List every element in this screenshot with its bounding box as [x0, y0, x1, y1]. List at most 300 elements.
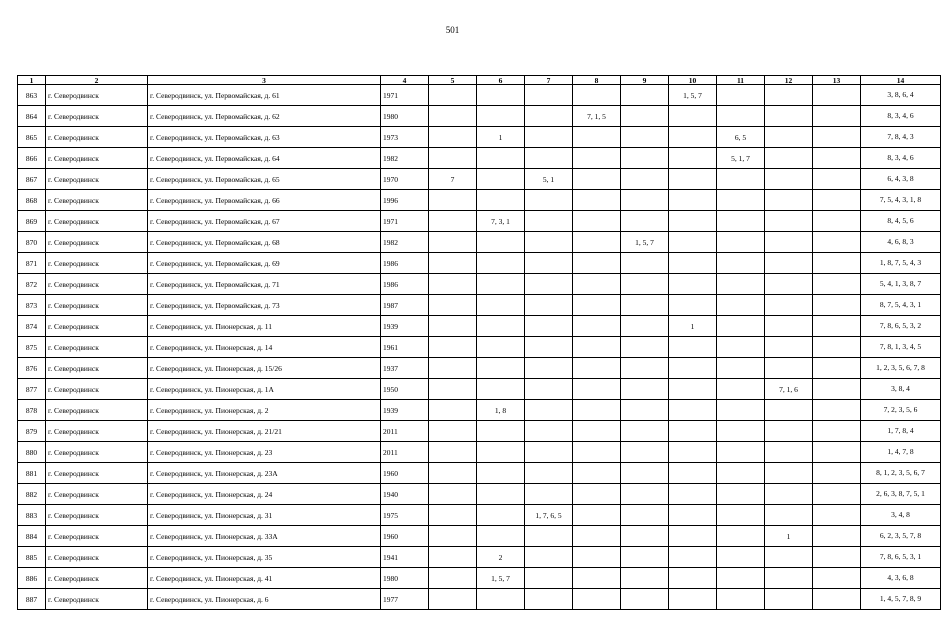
row-number-cell: 869 [18, 211, 46, 232]
cell-col-6: 1 [477, 127, 525, 148]
cell-col-10 [669, 421, 717, 442]
address-cell: г. Северодвинск, ул. Пионерская, д. 24 [148, 484, 381, 505]
cell-col-13 [813, 316, 861, 337]
city-cell: г. Северодвинск [46, 589, 148, 610]
table-row [18, 316, 941, 337]
cell-col-11 [717, 442, 765, 463]
cell-col-14: 6, 2, 3, 5, 7, 8 [861, 526, 941, 547]
cell-col-12 [765, 400, 813, 421]
row-number-cell: 865 [18, 127, 46, 148]
cell-col-10 [669, 169, 717, 190]
cell-col-7 [525, 274, 573, 295]
cell-col-11 [717, 526, 765, 547]
city-cell: г. Северодвинск [46, 148, 148, 169]
cell-col-13 [813, 484, 861, 505]
city-cell: г. Северодвинск [46, 526, 148, 547]
column-header-1: 1 [18, 76, 46, 85]
row-number-cell: 873 [18, 295, 46, 316]
cell-col-12 [765, 421, 813, 442]
cell-col-14: 7, 8, 6, 5, 3, 1 [861, 547, 941, 568]
cell-col-9 [621, 190, 669, 211]
address-cell: г. Северодвинск, ул. Первомайская, д. 73 [148, 295, 381, 316]
address-cell: г. Северодвинск, ул. Пионерская, д. 31 [148, 505, 381, 526]
cell-col-11 [717, 274, 765, 295]
city-cell: г. Северодвинск [46, 463, 148, 484]
year-cell: 1950 [381, 379, 429, 400]
cell-col-10 [669, 505, 717, 526]
cell-col-8 [573, 358, 621, 379]
address-cell: г. Северодвинск, ул. Пионерская, д. 11 [148, 316, 381, 337]
cell-col-13 [813, 526, 861, 547]
year-cell: 1939 [381, 316, 429, 337]
cell-col-12 [765, 85, 813, 106]
address-cell: г. Северодвинск, ул. Пионерская, д. 23А [148, 463, 381, 484]
cell-col-9 [621, 568, 669, 589]
cell-col-6 [477, 379, 525, 400]
cell-col-11 [717, 379, 765, 400]
cell-col-10 [669, 379, 717, 400]
cell-col-7: 5, 1 [525, 169, 573, 190]
cell-col-11: 5, 1, 7 [717, 148, 765, 169]
row-number-cell: 871 [18, 253, 46, 274]
address-cell: г. Северодвинск, ул. Пионерская, д. 23 [148, 442, 381, 463]
cell-col-6 [477, 526, 525, 547]
cell-col-12 [765, 442, 813, 463]
cell-col-9 [621, 295, 669, 316]
cell-col-8 [573, 127, 621, 148]
cell-col-8 [573, 169, 621, 190]
cell-col-8 [573, 568, 621, 589]
city-cell: г. Северодвинск [46, 400, 148, 421]
cell-col-10 [669, 589, 717, 610]
cell-col-8 [573, 232, 621, 253]
address-cell: г. Северодвинск, ул. Пионерская, д. 14 [148, 337, 381, 358]
city-cell: г. Северодвинск [46, 253, 148, 274]
column-header-12: 12 [765, 76, 813, 85]
cell-col-8 [573, 400, 621, 421]
row-number-cell: 875 [18, 337, 46, 358]
cell-col-9 [621, 274, 669, 295]
cell-col-11 [717, 337, 765, 358]
cell-col-12 [765, 106, 813, 127]
table-row [18, 211, 941, 232]
address-cell: г. Северодвинск, ул. Пионерская, д. 35 [148, 547, 381, 568]
address-cell: г. Северодвинск, ул. Пионерская, д. 1А [148, 379, 381, 400]
cell-col-5 [429, 274, 477, 295]
cell-col-5 [429, 463, 477, 484]
cell-col-8 [573, 442, 621, 463]
row-number-cell: 883 [18, 505, 46, 526]
cell-col-13 [813, 295, 861, 316]
cell-col-12 [765, 589, 813, 610]
cell-col-7 [525, 463, 573, 484]
cell-col-10 [669, 232, 717, 253]
cell-col-12 [765, 295, 813, 316]
cell-col-12 [765, 568, 813, 589]
column-header-10: 10 [669, 76, 717, 85]
row-number-cell: 876 [18, 358, 46, 379]
table-row [18, 463, 941, 484]
table-row [18, 148, 941, 169]
cell-col-14: 1, 7, 8, 4 [861, 421, 941, 442]
cell-col-7 [525, 379, 573, 400]
column-header-8: 8 [573, 76, 621, 85]
cell-col-9 [621, 463, 669, 484]
cell-col-14: 3, 8, 6, 4 [861, 85, 941, 106]
cell-col-7 [525, 106, 573, 127]
cell-col-7 [525, 589, 573, 610]
cell-col-14: 8, 3, 4, 6 [861, 148, 941, 169]
table-row [18, 85, 941, 106]
city-cell: г. Северодвинск [46, 568, 148, 589]
cell-col-10 [669, 148, 717, 169]
row-number-cell: 872 [18, 274, 46, 295]
city-cell: г. Северодвинск [46, 379, 148, 400]
table-row [18, 400, 941, 421]
row-number-cell: 866 [18, 148, 46, 169]
cell-col-11 [717, 316, 765, 337]
cell-col-10 [669, 358, 717, 379]
cell-col-14: 7, 2, 3, 5, 6 [861, 400, 941, 421]
year-cell: 1977 [381, 589, 429, 610]
cell-col-6 [477, 589, 525, 610]
year-cell: 1940 [381, 484, 429, 505]
cell-col-11 [717, 232, 765, 253]
cell-col-8 [573, 505, 621, 526]
cell-col-10 [669, 106, 717, 127]
cell-col-14: 8, 3, 4, 6 [861, 106, 941, 127]
table-row [18, 421, 941, 442]
cell-col-14: 7, 8, 4, 3 [861, 127, 941, 148]
cell-col-12 [765, 463, 813, 484]
year-cell: 1982 [381, 232, 429, 253]
column-header-13: 13 [813, 76, 861, 85]
cell-col-13 [813, 442, 861, 463]
table-row [18, 106, 941, 127]
cell-col-9 [621, 148, 669, 169]
year-cell: 1971 [381, 85, 429, 106]
cell-col-9 [621, 400, 669, 421]
cell-col-8 [573, 295, 621, 316]
city-cell: г. Северодвинск [46, 547, 148, 568]
cell-col-7 [525, 127, 573, 148]
cell-col-12 [765, 190, 813, 211]
year-cell: 1971 [381, 211, 429, 232]
year-cell: 1937 [381, 358, 429, 379]
cell-col-9 [621, 505, 669, 526]
cell-col-5 [429, 253, 477, 274]
table-row [18, 568, 941, 589]
cell-col-7 [525, 316, 573, 337]
cell-col-10: 1 [669, 316, 717, 337]
table-row [18, 505, 941, 526]
cell-col-12: 7, 1, 6 [765, 379, 813, 400]
cell-col-11 [717, 568, 765, 589]
row-number-cell: 886 [18, 568, 46, 589]
cell-col-12 [765, 232, 813, 253]
cell-col-6: 2 [477, 547, 525, 568]
cell-col-13 [813, 400, 861, 421]
table-row [18, 442, 941, 463]
cell-col-6 [477, 421, 525, 442]
cell-col-14: 7, 8, 1, 3, 4, 5 [861, 337, 941, 358]
cell-col-14: 3, 8, 4 [861, 379, 941, 400]
cell-col-6: 1, 8 [477, 400, 525, 421]
cell-col-14: 6, 4, 3, 8 [861, 169, 941, 190]
cell-col-7 [525, 232, 573, 253]
year-cell: 2011 [381, 442, 429, 463]
cell-col-11 [717, 484, 765, 505]
year-cell: 1960 [381, 463, 429, 484]
cell-col-6 [477, 148, 525, 169]
city-cell: г. Северодвинск [46, 85, 148, 106]
column-header-7: 7 [525, 76, 573, 85]
cell-col-6: 7, 3, 1 [477, 211, 525, 232]
cell-col-9 [621, 337, 669, 358]
cell-col-13 [813, 358, 861, 379]
cell-col-10 [669, 463, 717, 484]
cell-col-14: 8, 4, 5, 6 [861, 211, 941, 232]
column-header-6: 6 [477, 76, 525, 85]
cell-col-9 [621, 106, 669, 127]
cell-col-6 [477, 337, 525, 358]
address-cell: г. Северодвинск, ул. Первомайская, д. 64 [148, 148, 381, 169]
cell-col-10 [669, 253, 717, 274]
city-cell: г. Северодвинск [46, 211, 148, 232]
cell-col-8 [573, 526, 621, 547]
column-header-3: 3 [148, 76, 381, 85]
cell-col-9: 1, 5, 7 [621, 232, 669, 253]
address-cell: г. Северодвинск, ул. Первомайская, д. 67 [148, 211, 381, 232]
cell-col-9 [621, 127, 669, 148]
cell-col-6 [477, 169, 525, 190]
cell-col-11 [717, 547, 765, 568]
cell-col-13 [813, 85, 861, 106]
cell-col-8 [573, 547, 621, 568]
cell-col-7 [525, 400, 573, 421]
cell-col-8 [573, 337, 621, 358]
cell-col-9 [621, 379, 669, 400]
cell-col-12 [765, 484, 813, 505]
cell-col-10 [669, 484, 717, 505]
cell-col-11 [717, 190, 765, 211]
cell-col-7 [525, 148, 573, 169]
cell-col-9 [621, 253, 669, 274]
cell-col-12 [765, 547, 813, 568]
address-cell: г. Северодвинск, ул. Первомайская, д. 62 [148, 106, 381, 127]
year-cell: 1996 [381, 190, 429, 211]
cell-col-13 [813, 169, 861, 190]
cell-col-13 [813, 211, 861, 232]
column-header-4: 4 [381, 76, 429, 85]
cell-col-9 [621, 589, 669, 610]
cell-col-6 [477, 190, 525, 211]
year-cell: 1973 [381, 127, 429, 148]
table-row [18, 190, 941, 211]
cell-col-6 [477, 253, 525, 274]
cell-col-7 [525, 211, 573, 232]
table-row [18, 379, 941, 400]
cell-col-14: 5, 4, 1, 3, 8, 7 [861, 274, 941, 295]
row-number-cell: 882 [18, 484, 46, 505]
cell-col-8: 7, 1, 5 [573, 106, 621, 127]
cell-col-12 [765, 211, 813, 232]
cell-col-14: 4, 3, 6, 8 [861, 568, 941, 589]
cell-col-13 [813, 337, 861, 358]
row-number-cell: 884 [18, 526, 46, 547]
year-cell: 1980 [381, 106, 429, 127]
cell-col-14: 2, 6, 3, 8, 7, 5, 1 [861, 484, 941, 505]
cell-col-14: 7, 8, 6, 5, 3, 2 [861, 316, 941, 337]
table-row [18, 484, 941, 505]
cell-col-13 [813, 463, 861, 484]
cell-col-12 [765, 358, 813, 379]
address-cell: г. Северодвинск, ул. Пионерская, д. 33А [148, 526, 381, 547]
table-row [18, 127, 941, 148]
address-cell: г. Северодвинск, ул. Первомайская, д. 69 [148, 253, 381, 274]
cell-col-10 [669, 190, 717, 211]
cell-col-13 [813, 148, 861, 169]
cell-col-5 [429, 505, 477, 526]
city-cell: г. Северодвинск [46, 127, 148, 148]
cell-col-8 [573, 85, 621, 106]
row-number-cell: 879 [18, 421, 46, 442]
cell-col-11 [717, 211, 765, 232]
cell-col-9 [621, 484, 669, 505]
cell-col-8 [573, 190, 621, 211]
year-cell: 1986 [381, 253, 429, 274]
cell-col-7 [525, 484, 573, 505]
city-cell: г. Северодвинск [46, 232, 148, 253]
table-row [18, 253, 941, 274]
cell-col-7 [525, 526, 573, 547]
cell-col-9 [621, 442, 669, 463]
column-header-14: 14 [861, 76, 941, 85]
column-header-2: 2 [46, 76, 148, 85]
cell-col-11 [717, 85, 765, 106]
cell-col-13 [813, 190, 861, 211]
cell-col-7 [525, 421, 573, 442]
cell-col-11 [717, 589, 765, 610]
cell-col-13 [813, 274, 861, 295]
address-cell: г. Северодвинск, ул. Первомайская, д. 71 [148, 274, 381, 295]
cell-col-7 [525, 190, 573, 211]
cell-col-11 [717, 505, 765, 526]
table-body [18, 85, 941, 610]
housing-registry-table [17, 75, 941, 610]
cell-col-13 [813, 568, 861, 589]
cell-col-5 [429, 400, 477, 421]
cell-col-8 [573, 316, 621, 337]
cell-col-13 [813, 421, 861, 442]
cell-col-10 [669, 337, 717, 358]
cell-col-9 [621, 85, 669, 106]
cell-col-12 [765, 148, 813, 169]
cell-col-8 [573, 484, 621, 505]
cell-col-8 [573, 253, 621, 274]
cell-col-5 [429, 316, 477, 337]
city-cell: г. Северодвинск [46, 169, 148, 190]
row-number-cell: 878 [18, 400, 46, 421]
cell-col-14: 1, 8, 7, 5, 4, 3 [861, 253, 941, 274]
cell-col-5 [429, 85, 477, 106]
year-cell: 1939 [381, 400, 429, 421]
row-number-cell: 877 [18, 379, 46, 400]
cell-col-5 [429, 190, 477, 211]
cell-col-5: 7 [429, 169, 477, 190]
cell-col-14: 7, 5, 4, 3, 1, 8 [861, 190, 941, 211]
year-cell: 1980 [381, 568, 429, 589]
row-number-cell: 881 [18, 463, 46, 484]
table-row [18, 232, 941, 253]
city-cell: г. Северодвинск [46, 295, 148, 316]
cell-col-10 [669, 547, 717, 568]
cell-col-5 [429, 589, 477, 610]
city-cell: г. Северодвинск [46, 442, 148, 463]
cell-col-5 [429, 232, 477, 253]
cell-col-9 [621, 211, 669, 232]
cell-col-14: 4, 6, 8, 3 [861, 232, 941, 253]
cell-col-10 [669, 526, 717, 547]
address-cell: г. Северодвинск, ул. Первомайская, д. 66 [148, 190, 381, 211]
row-number-cell: 870 [18, 232, 46, 253]
cell-col-9 [621, 526, 669, 547]
city-cell: г. Северодвинск [46, 316, 148, 337]
cell-col-14: 1, 2, 3, 5, 6, 7, 8 [861, 358, 941, 379]
cell-col-6 [477, 505, 525, 526]
address-cell: г. Северодвинск, ул. Пионерская, д. 41 [148, 568, 381, 589]
cell-col-7 [525, 568, 573, 589]
cell-col-9 [621, 316, 669, 337]
cell-col-14: 1, 4, 5, 7, 8, 9 [861, 589, 941, 610]
cell-col-7: 1, 7, 6, 5 [525, 505, 573, 526]
row-number-cell: 874 [18, 316, 46, 337]
cell-col-7 [525, 337, 573, 358]
cell-col-7 [525, 85, 573, 106]
cell-col-8 [573, 463, 621, 484]
cell-col-9 [621, 169, 669, 190]
table-row [18, 526, 941, 547]
cell-col-12: 1 [765, 526, 813, 547]
cell-col-5 [429, 127, 477, 148]
year-cell: 1970 [381, 169, 429, 190]
city-cell: г. Северодвинск [46, 190, 148, 211]
cell-col-8 [573, 274, 621, 295]
cell-col-11 [717, 295, 765, 316]
table-row [18, 337, 941, 358]
cell-col-13 [813, 253, 861, 274]
cell-col-11 [717, 421, 765, 442]
year-cell: 1975 [381, 505, 429, 526]
cell-col-12 [765, 127, 813, 148]
city-cell: г. Северодвинск [46, 106, 148, 127]
cell-col-13 [813, 589, 861, 610]
cell-col-12 [765, 337, 813, 358]
table-row [18, 274, 941, 295]
cell-col-10 [669, 442, 717, 463]
table-row [18, 589, 941, 610]
year-cell: 1941 [381, 547, 429, 568]
year-cell: 1961 [381, 337, 429, 358]
cell-col-10 [669, 568, 717, 589]
cell-col-8 [573, 589, 621, 610]
city-cell: г. Северодвинск [46, 505, 148, 526]
row-number-cell: 868 [18, 190, 46, 211]
cell-col-5 [429, 379, 477, 400]
cell-col-5 [429, 484, 477, 505]
cell-col-11: 6, 5 [717, 127, 765, 148]
row-number-cell: 887 [18, 589, 46, 610]
